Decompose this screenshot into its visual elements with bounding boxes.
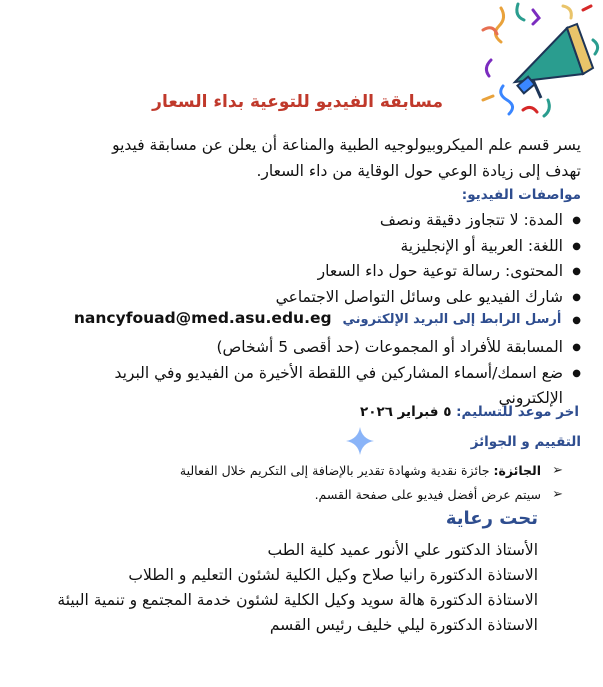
patronage-heading: تحت رعاية — [445, 508, 538, 529]
list-item: ● المحتوى: رسالة توعية حول داء السعار — [276, 259, 581, 285]
list-item: ● اللغة: العربية أو الإنجليزية — [276, 234, 581, 260]
prize-text: جائزة نقدية وشهادة تقدير بالإضافة إلى التكريم خلال الفعالية — [179, 463, 490, 478]
submission-row — [74, 309, 581, 327]
submission-label: أرسل الرابط إلى البريد الإلكتروني — [342, 312, 562, 327]
list-item: ● المدة: لا تتجاوز دقيقة ونصف — [276, 208, 581, 234]
deadline — [360, 404, 579, 420]
sparkle-icon — [346, 427, 374, 455]
submission-email[interactable]: nancyfouad@med.asu.edu.eg — [73, 309, 332, 327]
list-item: الاستاذة الدكتورة هالة سويد وكيل الكلية لشئون خدمة المجتمع و تنمية البيئة — [57, 591, 538, 609]
list-item: الاستاذة الدكتورة ليلي خليف رئيس القسم — [269, 616, 538, 634]
list-item: ● شارك الفيديو على وسائل التواصل الاجتماعي — [276, 285, 581, 311]
list-item: الاستاذة الدكتورة رانيا صلاح وكيل الكلية لشئون التعليم و الطلاب — [128, 566, 538, 584]
prize-label: الجائزة: — [493, 463, 541, 478]
deadline-label: اخر موعد للتسليم: — [456, 404, 579, 420]
page-title: مسابقة الفيديو للتوعية بداء السعار — [152, 92, 443, 112]
intro-paragraph: يسر قسم علم الميكروبيولوجيه الطبية والمناعة أن يعلن عن مسابقة فيديو تهدف إلى زيادة الوعي حول الوقاية من داء السعار. — [112, 136, 581, 180]
list-item: ● ضع اسمك/أسماء المشاركين في اللقطة الأخيرة من الفيديو وفي البريد الإلكتروني — [61, 361, 581, 412]
specs-list — [276, 208, 581, 310]
deadline-value: ٥ فبراير ٢٠٢٦ — [359, 404, 452, 420]
evaluation-heading: التقييم و الجوائز — [470, 434, 581, 450]
list-item: ➢ سيتم عرض أفضل فيديو على صفحة القسم. — [180, 483, 563, 507]
patronage-list — [38, 538, 538, 638]
evaluation-list — [180, 459, 563, 507]
list-item: الأستاذ الدكتور علي الأنور عميد كلية الطب — [267, 541, 538, 559]
specs-heading: مواصفات الفيديو: — [461, 187, 581, 203]
rules-list — [61, 335, 581, 412]
list-item — [180, 459, 563, 483]
bullet-icon: ● — [572, 315, 581, 326]
megaphone-illustration — [463, 0, 603, 130]
list-item: ● المسابقة للأفراد أو المجموعات (حد أقصى 5 أشخاص) — [61, 335, 581, 361]
